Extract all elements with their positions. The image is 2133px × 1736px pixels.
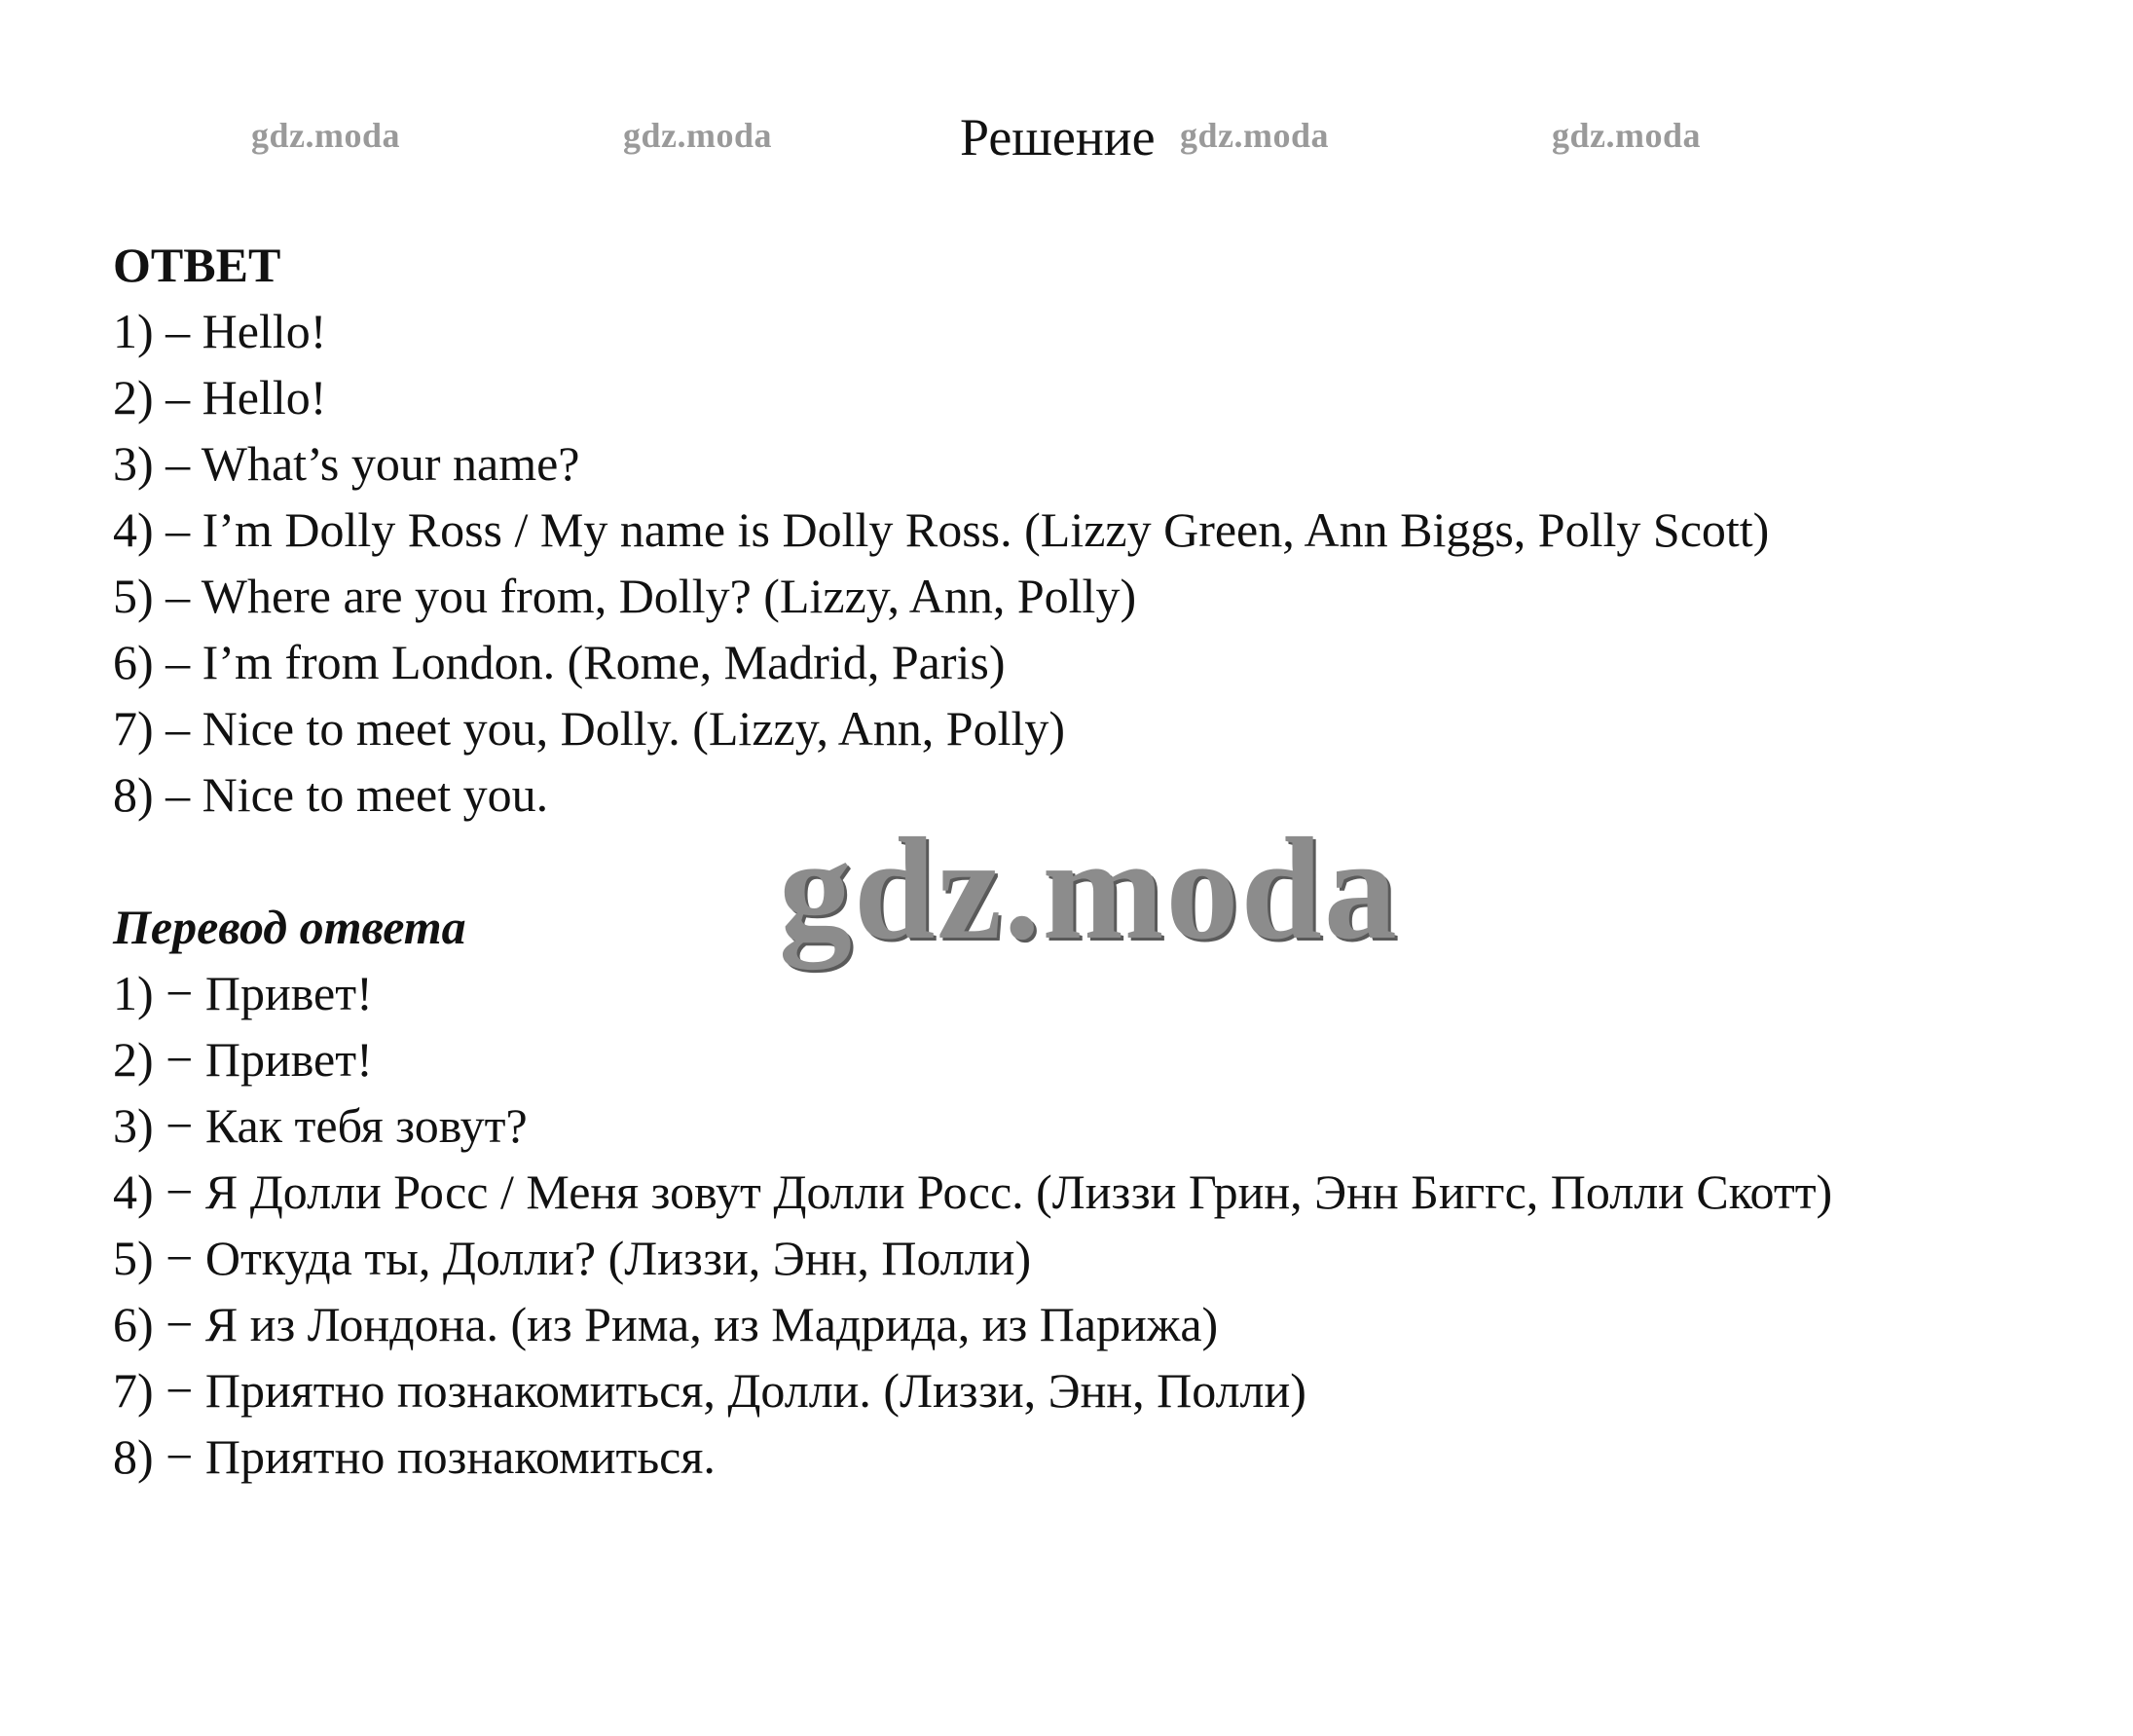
translation-line: 6) − Я из Лондона. (из Рима, из Мадрида, из Парижа) bbox=[113, 1297, 1219, 1351]
translation-line: 7) − Приятно познакомиться, Долли. (Лиззи, Энн, Полли) bbox=[113, 1363, 1306, 1418]
translation-line: 8) − Приятно познакомиться. bbox=[113, 1429, 716, 1484]
translation-line: 5) − Откуда ты, Долли? (Лиззи, Энн, Полли) bbox=[113, 1231, 1032, 1285]
answer-heading: ОТВЕТ bbox=[113, 238, 281, 292]
answer-line: 8) – Nice to meet you. bbox=[113, 767, 549, 822]
page-title: Решение bbox=[960, 108, 1156, 166]
answer-line: 7) – Nice to meet you, Dolly. (Lizzy, Ann, Polly) bbox=[113, 701, 1066, 756]
answer-line: 3) – What’s your name? bbox=[113, 436, 580, 491]
watermark-logo: gdz.moda bbox=[1180, 116, 1330, 155]
watermark-logo: gdz.moda bbox=[1552, 116, 1702, 155]
translation-heading: Перевод ответа bbox=[113, 900, 466, 954]
translation-line: 4) − Я Долли Росс / Меня зовут Долли Росс. (Лиззи Грин, Энн Биггс, Полли Скотт) bbox=[113, 1164, 1833, 1219]
answer-line: 1) – Hello! bbox=[113, 304, 327, 358]
translation-line: 3) − Как тебя зовут? bbox=[113, 1098, 528, 1153]
answer-line: 6) – I’m from London. (Rome, Madrid, Paris) bbox=[113, 635, 1006, 689]
watermark-logo: gdz.moda bbox=[623, 116, 773, 155]
watermark-logo-large: gdz.moda bbox=[779, 808, 1399, 970]
answer-line: 2) – Hello! bbox=[113, 370, 327, 425]
answer-line: 4) – I’m Dolly Ross / My name is Dolly Ross. (Lizzy Green, Ann Biggs, Polly Scott) bbox=[113, 502, 1770, 557]
translation-line: 2) − Привет! bbox=[113, 1032, 373, 1087]
translation-line: 1) − Привет! bbox=[113, 966, 373, 1020]
watermark-logo: gdz.moda bbox=[251, 116, 401, 155]
answer-line: 5) – Where are you from, Dolly? (Lizzy, Ann, Polly) bbox=[113, 569, 1137, 623]
